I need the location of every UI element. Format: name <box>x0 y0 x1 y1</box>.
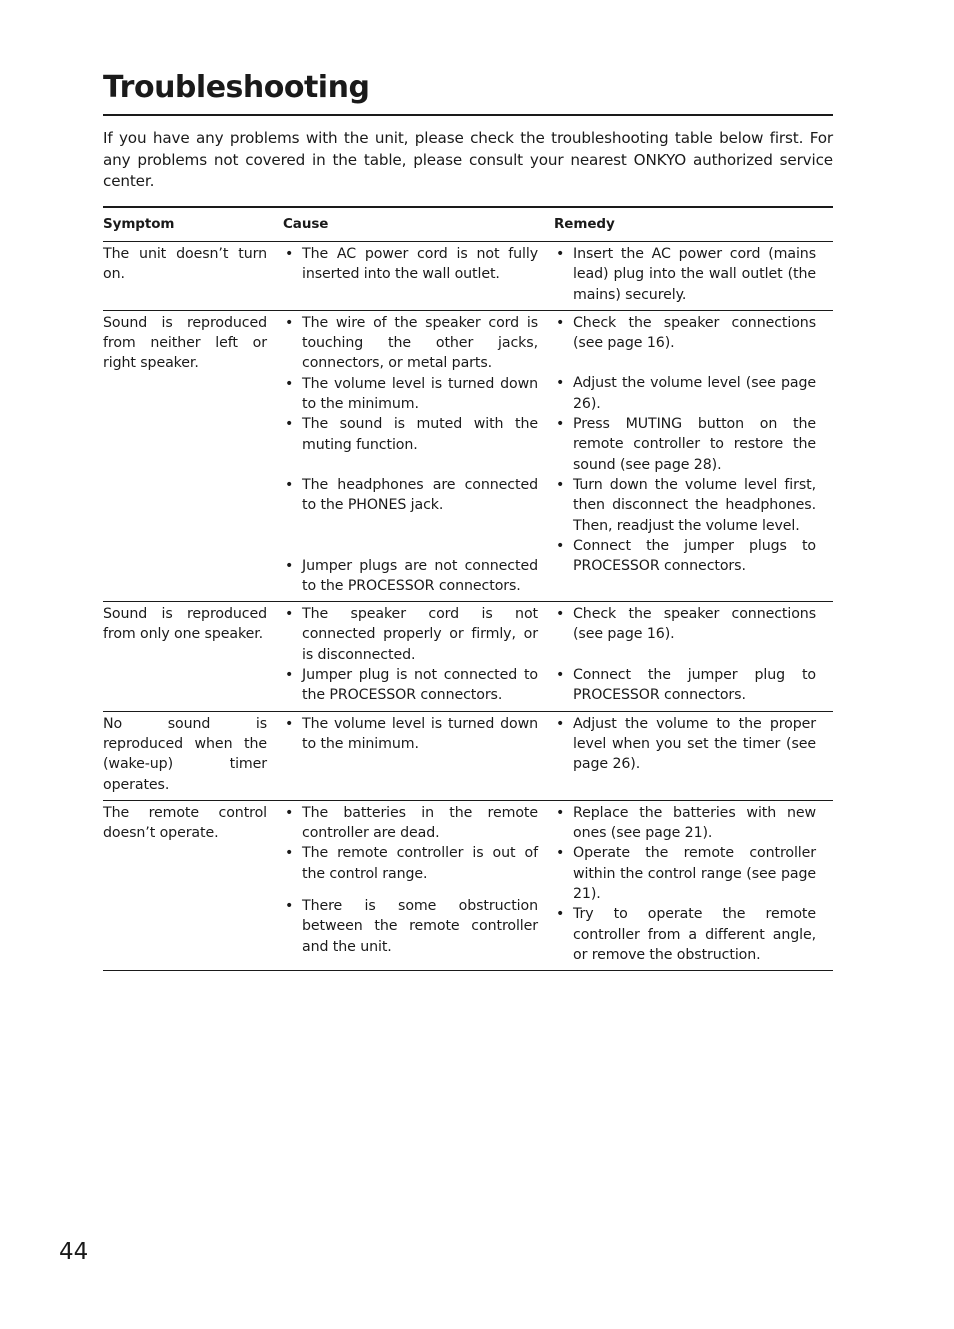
remedy-text: Adjust the volume level (see page 26). <box>573 375 816 412</box>
bullet-icon: • <box>556 246 565 262</box>
remedy-text: Adjust the volume to the proper level when you set the timer (see page 26). <box>573 715 816 773</box>
table-row <box>103 711 833 800</box>
cause-cell <box>283 800 554 970</box>
bullet-icon: • <box>556 906 565 923</box>
table-row <box>103 800 833 970</box>
cause-text: The batteries in the remote controller are dead. <box>302 804 538 842</box>
symptom-text: No sound is reproduced when the (wake-up) timer operates. <box>103 715 267 793</box>
bullet-icon: • <box>285 667 294 684</box>
remedy-text: Press MUTING button on the remote controller to restore the sound (see page 28). <box>573 416 816 473</box>
cause-item <box>283 803 554 844</box>
remedy-item <box>554 244 833 305</box>
header-remedy: Remedy <box>554 207 833 242</box>
bullet-icon: • <box>556 476 565 493</box>
bullet-icon: • <box>556 416 565 433</box>
cause-text: The speaker cord is not connected properly or firmly, or is disconnected. <box>302 606 538 663</box>
bullet-icon: • <box>556 606 565 623</box>
troubleshooting-table <box>103 206 833 971</box>
bullet-icon: • <box>556 804 565 821</box>
cause-text: The volume level is turned down to the minimum. <box>302 715 538 752</box>
remedy-cell <box>554 310 833 601</box>
remedy-cell <box>554 711 833 800</box>
remedy-cell <box>554 602 833 711</box>
bullet-icon: • <box>556 715 565 732</box>
remedy-item <box>554 803 833 844</box>
cause-text: There is some obstruction between the remote controller and the unit. <box>302 898 538 955</box>
symptom-text: The remote control doesn’t operate. <box>103 804 267 842</box>
page-title: Troubleshooting <box>103 70 370 105</box>
cause-cell <box>283 602 554 711</box>
bullet-icon: • <box>285 416 294 433</box>
cause-item <box>283 475 554 516</box>
header-symptom: Symptom <box>103 207 283 242</box>
remedy-item <box>554 843 833 904</box>
table-row <box>103 242 833 311</box>
page-number: 44 <box>59 1239 89 1265</box>
remedy-text: Insert the AC power cord (mains lead) plug into the wall outlet (the mains) securely. <box>573 246 816 303</box>
table-header-row <box>103 207 833 242</box>
cause-item <box>283 313 554 374</box>
cause-text: The sound is muted with the muting function. <box>302 416 538 453</box>
remedy-item <box>554 904 833 965</box>
symptom-text: Sound is reproduced from neither left or right speaker. <box>103 314 267 372</box>
symptom-cell <box>103 242 283 311</box>
cause-cell <box>283 310 554 601</box>
bullet-icon: • <box>285 557 294 574</box>
symptom-cell <box>103 602 283 711</box>
remedy-text: Check the speaker connections (see page 16). <box>573 314 816 352</box>
title-rule <box>103 114 833 116</box>
remedy-text: Connect the jumper plugs to PROCESSOR connectors. <box>573 537 816 575</box>
remedy-text: Try to operate the remote controller from a different angle, or remove the obstruction. <box>573 906 816 963</box>
bullet-icon: • <box>556 666 565 683</box>
cause-text: The wire of the speaker cord is touching the other jacks, connectors, or metal parts. <box>302 314 538 372</box>
cause-item <box>283 374 554 415</box>
remedy-item <box>554 665 833 706</box>
bullet-icon: • <box>556 845 565 862</box>
cause-text: The headphones are connected to the PHONES jack. <box>302 476 538 514</box>
bullet-icon: • <box>285 246 294 262</box>
cause-item <box>283 843 554 884</box>
header-cause: Cause <box>283 207 554 242</box>
cause-item <box>283 556 554 597</box>
remedy-item <box>554 373 833 414</box>
bullet-icon: • <box>556 375 565 392</box>
bullet-icon: • <box>285 804 294 821</box>
table-row <box>103 602 833 711</box>
cause-item <box>283 665 554 706</box>
remedy-item <box>554 414 833 475</box>
bullet-icon: • <box>285 898 294 915</box>
cause-item <box>283 244 554 285</box>
cause-item <box>283 714 554 755</box>
remedy-cell <box>554 242 833 311</box>
bullet-icon: • <box>556 314 565 331</box>
remedy-text: Operate the remote controller within the control range (see page 21). <box>573 845 816 903</box>
cause-cell <box>283 242 554 311</box>
remedy-item <box>554 313 833 354</box>
symptom-text: The unit doesn’t turn on. <box>103 246 267 283</box>
remedy-item <box>554 714 833 775</box>
table-row <box>103 310 833 601</box>
bullet-icon: • <box>285 314 294 331</box>
bullet-icon: • <box>556 537 565 554</box>
cause-text: The volume level is turned down to the minimum. <box>302 375 538 413</box>
cause-item <box>283 896 554 957</box>
remedy-cell <box>554 800 833 970</box>
bullet-icon: • <box>285 845 294 862</box>
remedy-item <box>554 536 833 577</box>
symptom-cell <box>103 800 283 970</box>
symptom-cell <box>103 711 283 800</box>
bullet-icon: • <box>285 375 294 392</box>
bullet-icon: • <box>285 476 294 493</box>
table-body <box>103 242 833 971</box>
intro-paragraph: If you have any problems with the unit, please check the troubleshooting table below first. For any problems not covered in the table, please consult your nearest ONKYO authorized service center. <box>103 129 833 190</box>
symptom-text: Sound is reproduced from only one speaker. <box>103 606 267 643</box>
troubleshooting-table-container <box>103 206 833 971</box>
remedy-text: Connect the jumper plug to PROCESSOR connectors. <box>573 666 816 704</box>
cause-text: Jumper plug is not connected to the PROCESSOR connectors. <box>302 667 538 704</box>
remedy-text: Replace the batteries with new ones (see page 21). <box>573 804 816 842</box>
remedy-item <box>554 604 833 645</box>
remedy-item <box>554 475 833 536</box>
cause-item <box>283 414 554 455</box>
bullet-icon: • <box>285 715 294 732</box>
symptom-cell <box>103 310 283 601</box>
cause-cell <box>283 711 554 800</box>
remedy-text: Turn down the volume level first, then disconnect the headphones. Then, readjust the volume level. <box>573 476 816 534</box>
bullet-icon: • <box>285 606 294 623</box>
cause-text: Jumper plugs are not connected to the PROCESSOR connectors. <box>302 557 538 594</box>
cause-text: The AC power cord is not fully inserted into the wall outlet. <box>302 246 538 283</box>
remedy-text: Check the speaker connections (see page 16). <box>573 606 816 643</box>
cause-item <box>283 604 554 665</box>
cause-text: The remote controller is out of the control range. <box>302 845 538 882</box>
